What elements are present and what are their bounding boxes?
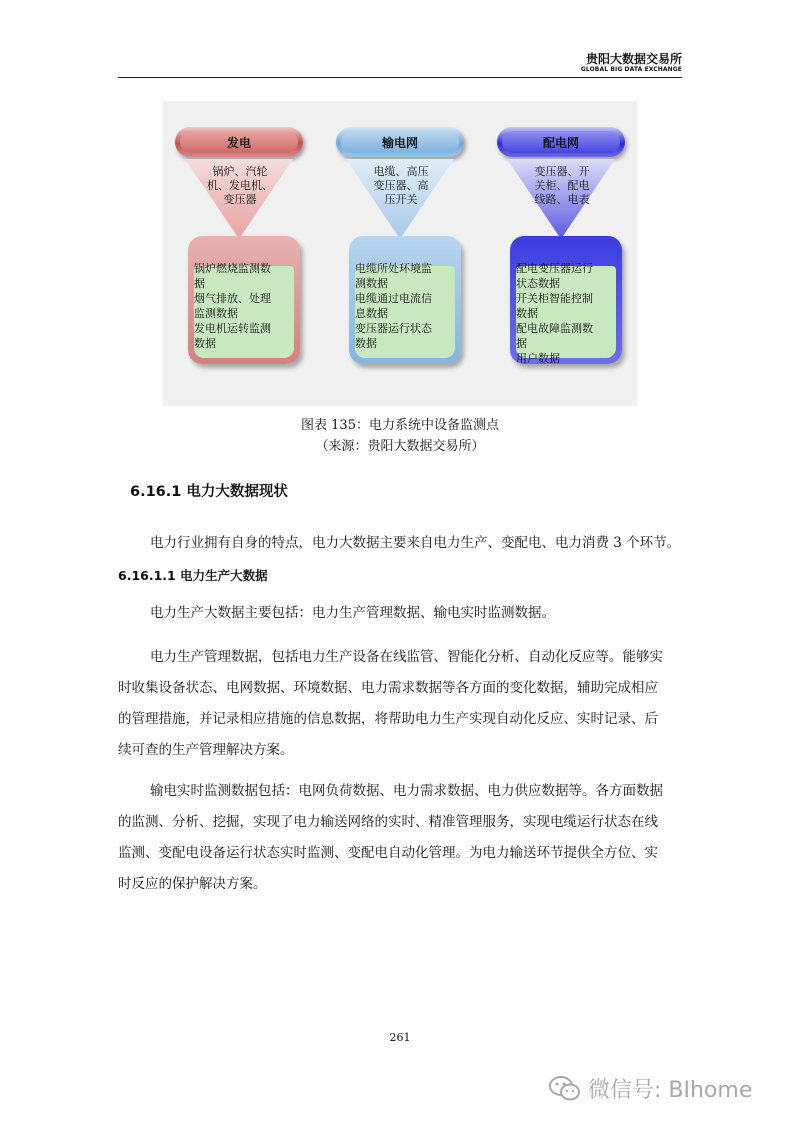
subsection-heading: 6.16.1.1 电力生产大数据: [118, 568, 268, 583]
transmission-sources: 电缆、高压 变压器、高 压开关: [373, 165, 429, 206]
generation-title: 发电: [180, 131, 298, 153]
transmission-data-list: 电缆所处环境监 测数据 电缆通过电流信 息数据 变压器运行状态 数据: [355, 262, 432, 350]
distribution-title: 配电网: [502, 131, 620, 153]
distribution-pill: [497, 127, 625, 157]
intro-paragraph: 电力行业拥有自身的特点，电力大数据主要来自电力生产、变配电、电力消费 3 个环节。: [150, 535, 681, 551]
generation-data-box: [188, 236, 300, 364]
transmission-title: 输电网: [341, 131, 459, 153]
section-heading: 6.16.1 电力大数据现状: [130, 484, 288, 500]
header-rule: [118, 77, 682, 78]
column-distribution: [495, 101, 627, 406]
generation-pill: [175, 127, 303, 157]
figure-caption: 图表 135：电力系统中设备监测点: [301, 418, 499, 433]
watermark: [548, 1073, 752, 1104]
column-generation: [173, 101, 305, 406]
distribution-data-list: 配电变压器运行 状态数据 开关柜智能控制 数据 配电故障监测数 据 用户数据: [516, 262, 593, 364]
distribution-data-box: [510, 236, 622, 364]
paragraph-2: 电力生产管理数据，包括电力生产设备在线监管、智能化分析、自动化反应等。能够实 时收集设备状态、电网数据、环境数据、电力需求数据等各方面的变化数据，辅助完成相应 的管理措施，并记录相应措施的信息数据，将帮助电力生产实现自动化反应、实时记录、后 续可查的生产管理解决方案。: [118, 649, 663, 758]
watermark-text: 微信号: BIhome: [588, 1078, 753, 1103]
column-transmission: [334, 101, 466, 406]
transmission-data-box: [349, 236, 461, 364]
figure-power-monitoring: [163, 101, 637, 406]
paragraph-3: 输电实时监测数据包括：电网负荷数据、电力需求数据、电力供应数据等。各方面数据 的监测、分析、挖掘，实现了电力输送网络的实时、精准管理服务，实现电缆运行状态在线 监测、变配电设备运行状态实时监测、变配电自动化管理。为电力输送环节提供全方位、实 时反应的保护解决方案。: [118, 783, 663, 892]
transmission-pill: [336, 127, 464, 157]
wechat-icon: [548, 1074, 582, 1104]
header-subtitle: GLOBAL BIG DATA EXCHANGE: [580, 66, 682, 73]
generation-data-list: 锅炉燃烧监测数 据 烟气排放、处理 监测数据 发电机运转监测 数据: [194, 262, 271, 350]
page-number: 261: [389, 1031, 411, 1044]
header-title: 贵阳大数据交易所: [585, 52, 682, 66]
paragraph-1: 电力生产大数据主要包括：电力生产管理数据、输电实时监测数据。: [150, 605, 555, 621]
distribution-sources: 变压器、开 关柜、配电 线路、电表: [534, 165, 590, 206]
generation-sources: 锅炉、汽轮 机、发电机、 变压器: [207, 165, 273, 206]
figure-source: （来源：贵阳大数据交易所）: [315, 439, 485, 454]
